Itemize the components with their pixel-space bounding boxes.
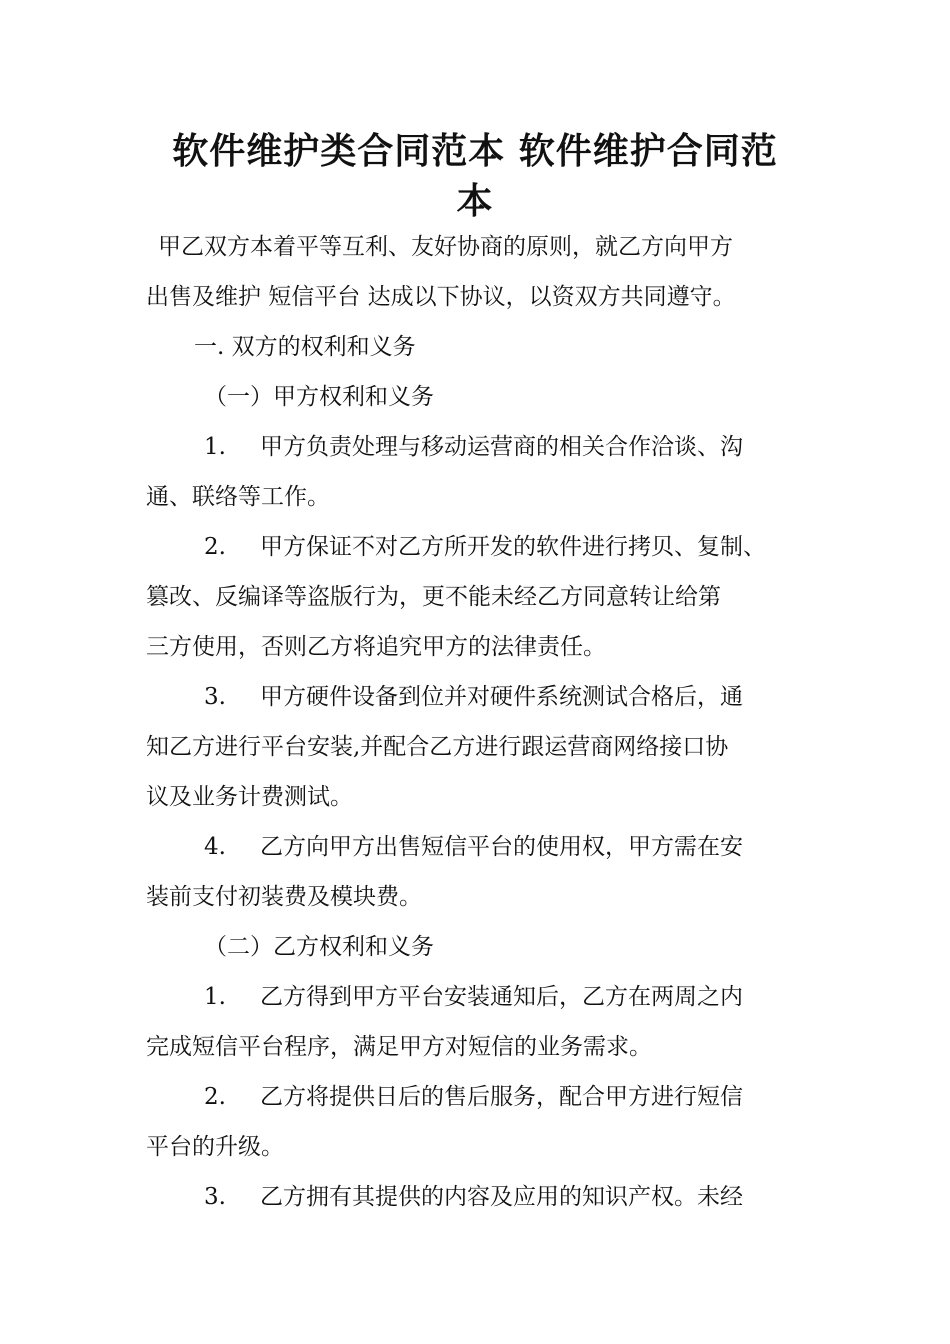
paragraph-line: （二）乙方权利和义务: [204, 934, 434, 960]
clause-number: 1.: [204, 984, 226, 1010]
clause-paragraph: [146, 1172, 806, 1222]
paragraph-line: 议及业务计费测试。: [146, 784, 353, 810]
paragraph-line: 甲方保证不对乙方所开发的软件进行拷贝、复制、: [260, 534, 766, 560]
paragraph-line: 三方使用，否则乙方将追究甲方的法律责任。: [146, 634, 606, 660]
paragraph-line: 甲乙双方本着平等互利、友好协商的原则，就乙方向甲方: [158, 234, 733, 260]
clause-paragraph: [146, 672, 806, 822]
paragraph-line: 乙方向甲方出售短信平台的使用权，甲方需在安: [260, 834, 743, 860]
paragraph-line: （一）甲方权利和义务: [204, 384, 434, 410]
clause-number: 2.: [204, 1084, 226, 1110]
paragraph-line: 乙方拥有其提供的内容及应用的知识产权。未经: [260, 1184, 743, 1210]
clause-number: 2.: [204, 534, 226, 560]
document-body: [146, 222, 806, 1222]
paragraph-line: 完成短信平台程序，满足甲方对短信的业务需求。: [146, 1034, 652, 1060]
subsection-heading: [146, 372, 806, 422]
document-title-line-2: 本: [456, 181, 494, 222]
paragraph-line: 一. 双方的权利和义务: [194, 334, 416, 360]
paragraph-line: 甲方硬件设备到位并对硬件系统测试合格后，通: [260, 684, 743, 710]
clause-number: 3.: [204, 684, 226, 710]
clause-number: 4.: [204, 834, 226, 860]
paragraph-line: 乙方得到甲方平台安装通知后，乙方在两周之内: [260, 984, 743, 1010]
clause-paragraph: [146, 972, 806, 1072]
section-heading: [146, 322, 806, 372]
paragraph-line: 出售及维护 短信平台 达成以下协议，以资双方共同遵守。: [146, 284, 736, 310]
paragraph-line: 篡改、反编译等盗版行为，更不能未经乙方同意转让给第: [146, 584, 721, 610]
intro-paragraph: [146, 222, 806, 322]
clause-paragraph: [146, 1072, 806, 1172]
paragraph-line: 装前支付初装费及模块费。: [146, 884, 422, 910]
paragraph-line: 通、联络等工作。: [146, 484, 330, 510]
paragraph-line: 乙方将提供日后的售后服务，配合甲方进行短信: [260, 1084, 743, 1110]
clause-number: 1.: [204, 434, 226, 460]
clause-number: 3.: [204, 1184, 226, 1210]
paragraph-line: 平台的升级。: [146, 1134, 284, 1160]
subsection-heading: [146, 922, 806, 972]
clause-paragraph: [146, 522, 806, 672]
document-title-line-1: 软件维护类合同范本 软件维护合同范: [172, 131, 778, 172]
paragraph-line: 甲方负责处理与移动运营商的相关合作洽谈、沟: [260, 434, 743, 460]
clause-paragraph: [146, 822, 806, 922]
paragraph-line: 知乙方进行平台安装,并配合乙方进行跟运营商网络接口协: [146, 734, 729, 760]
clause-paragraph: [146, 422, 806, 522]
